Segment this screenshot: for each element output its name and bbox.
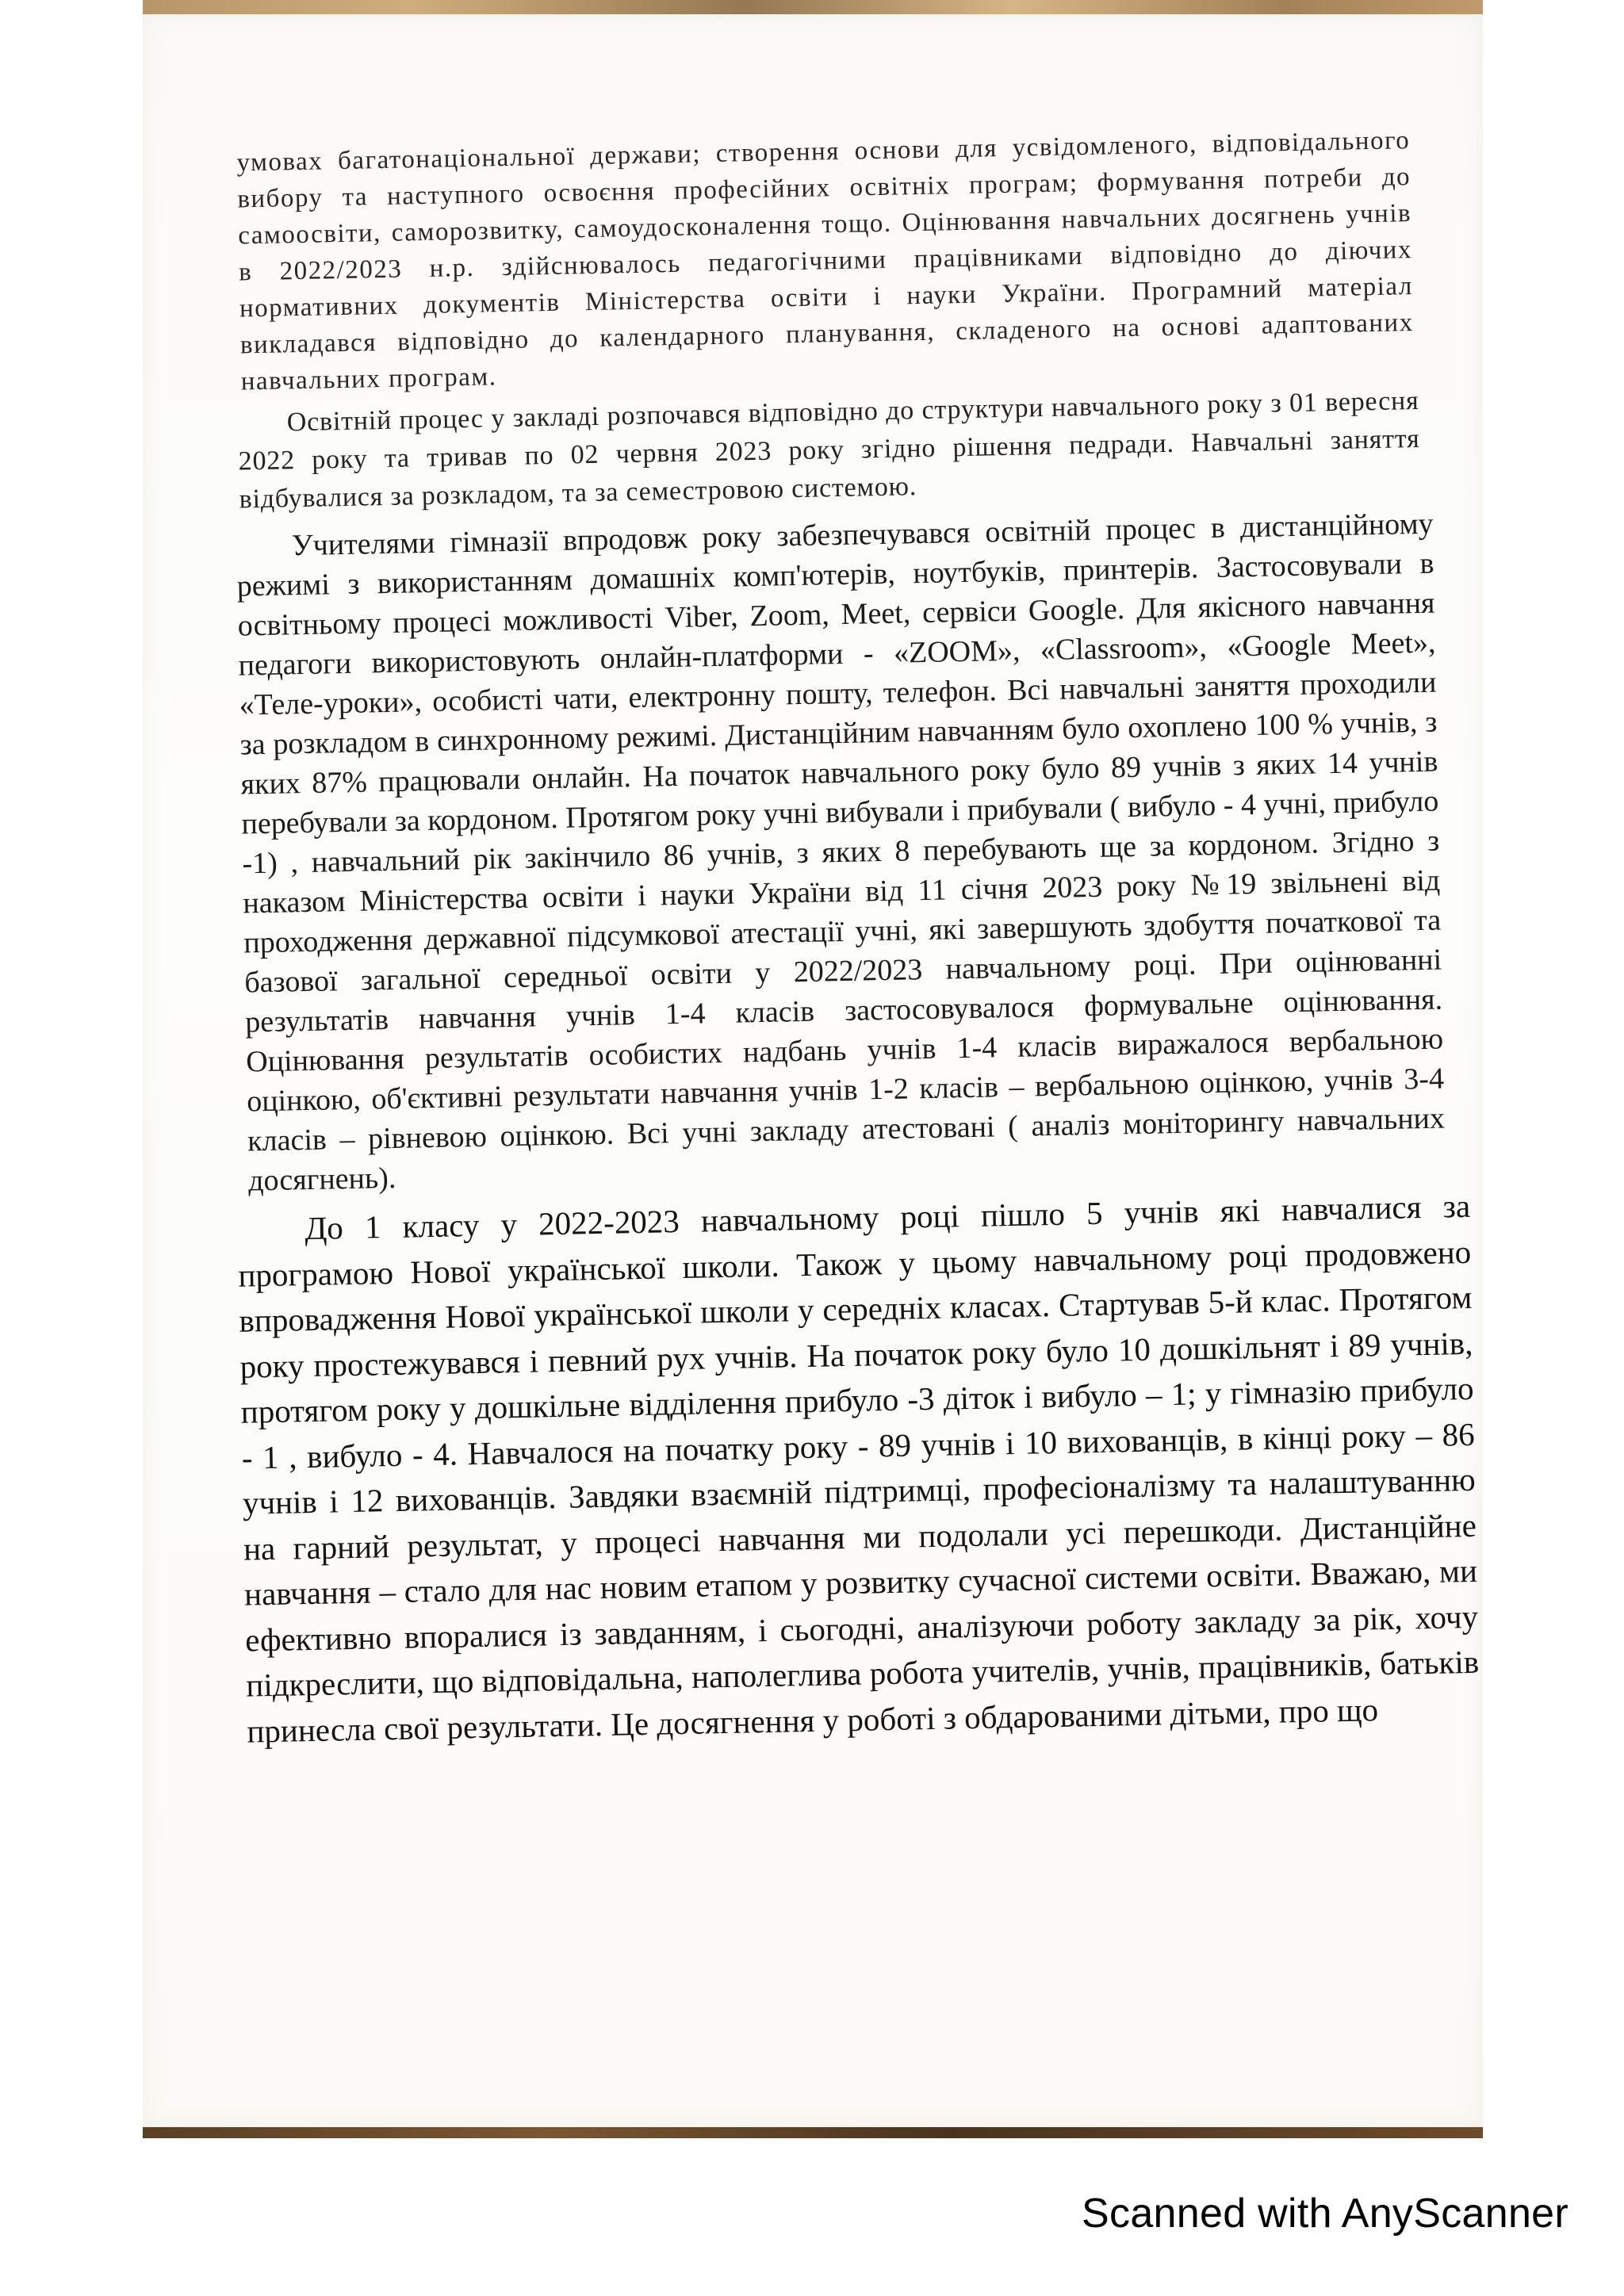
document-body — [193, 121, 1496, 1969]
paragraph-distance-learning: Учителями гімназії впродовж року забезпечувався освітній процес в дистанційному режимі з використанням домашніх комп'ютерів, ноутбуків, принтерів. Застосовували в освітньому процесі можливості Viber, Zoom, Meet, сервіси Google. Для якісного навчання педагоги використовують онлайн-платформи - «ZOOM», «Classroom», «Google Meet», «Теле-уроки», особисті чати, електронну пошту, телефон. Всі навчальні заняття проходили за розкладом в синхронному режимі. Дистанційним навчанням було охоплено 100 % учнів, з яких 87% працювали онлайн. На початок навчального року було 89 учнів з яких 14 учнів перебували за кордоном. Протягом року учні вибували і прибували ( вибуло - 4 учні, прибуло -1) , навчальний рік закінчило 86 учнів, з яких 8 перебувають ще за кордоном. Згідно з наказом Міністерства освіти і науки України від 11 січня 2023 року №19 звільнені від проходження державної підсумкової атестації учні, які завершують здобуття початкової та базової загальної середньої освіти у 2022/2023 навчальному році. При оцінюванні результатів навчання учнів 1-4 класів застосовувалося формувальне оцінювання. Оцінювання результатів особистих надбань учнів 1-4 класів виражалося вербальною оцінкою, об'єктивні результати навчання учнів 1-2 класів – вербальною оцінкою, учнів 3-4 класів – рівневою оцінкою. Всі учні закладу атестовані ( аналіз моніторингу навчальних досягнень). — [236, 507, 1446, 1198]
paper-bottom-edge — [143, 2127, 1483, 2138]
paragraph-new-ukrainian-school: До 1 класу у 2022-2023 навчальному році пішло 5 учнів які навчалися за програмою Нової української школи. Також у цьому навчальному році продовжено впровадження Нової української школи у середніх класах. Стартував 5-й клас. Протягом року простежувався і певний рух учнів. На початок року було 10 дошкільнят і 89 учнів, протягом року у дошкільне відділення прибуло -3 діток і вибуло – 1; у гімназію прибуло - 1 , вибуло - 4. Навчалося на початку року - 89 учнів і 10 вихованців, в кінці року – 86 учнів і 12 вихованців. Завдяки взаємній підтримці, професіоналізму та налаштуванню на гарний результат, у процесі навчання ми подолали усі перешкоди. Дистанційне навчання – стало для нас новим етапом у розвитку сучасної системи освіти. Вважаю, ми ефективно впоралися із завданням, і сьогодні, аналізуючи роботу закладу за рік, хочу підкреслити, що відповідальна, наполеглива робота учителів, учнів, працівників, батьків принесла свої результати. Це досягнення у роботі з обдарованими дітьми, про що — [237, 1187, 1480, 1750]
paragraph-school-year: Освітній процес у закладі розпочався відповідно до структури навчального року з 01 вересня 2022 року та тривав по 02 червня 2023 року згідно рішення педради. Навчальні заняття відбувалися за розкладом, та за семестровою системою. — [238, 385, 1420, 515]
paragraph-continuation: умовах багатонаціональної держави; створення основи для усвідомленого, відповідального вибору та наступного освоєння професійних освітніх програм; формування потреби до самоосвіти, саморозвитку, самоудосконалення тощо. Оцінювання навчальних досягнень учнів в 2022/2023 н.р. здійснювалось педагогічними працівниками відповідно до діючих нормативних документів Міністерства освіти і науки України. Програмний матеріал викладався відповідно до календарного планування, складеного на основі адаптованих навчальних програм. — [236, 126, 1414, 396]
scanner-watermark: Scanned with AnyScanner — [1082, 2191, 1568, 2237]
desk-background-edge — [143, 0, 1483, 14]
